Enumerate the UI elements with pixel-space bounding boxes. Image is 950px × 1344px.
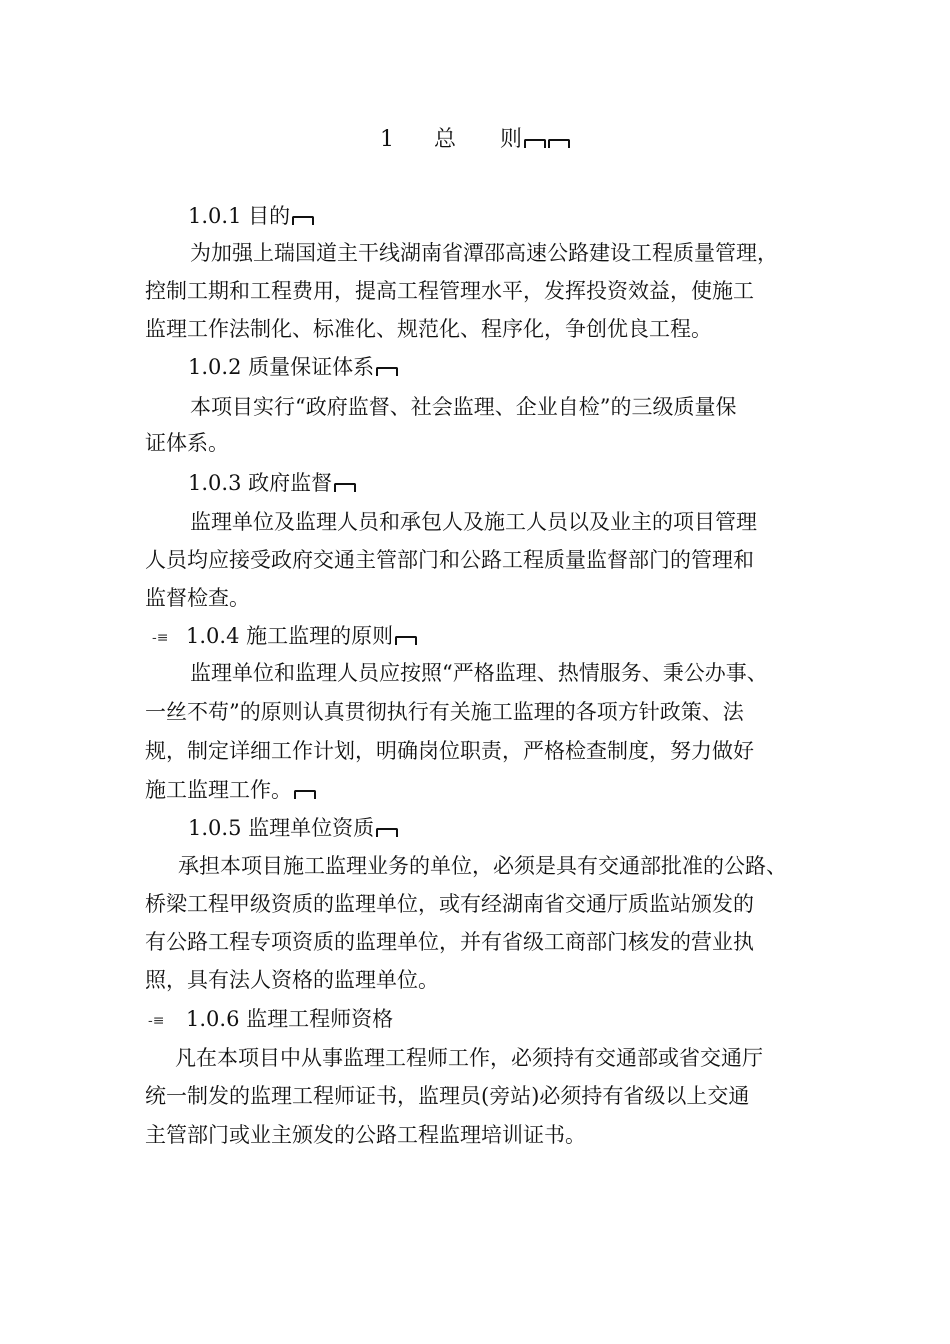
section-heading-1-0-2: 1.0.2 质量保证体系 bbox=[188, 349, 398, 385]
paragraph-line: 一丝不苟”的原则认真贯彻执行有关施工监理的各项方针政策、法 bbox=[145, 700, 744, 724]
revision-mark-icon bbox=[524, 139, 546, 148]
revision-mark-icon bbox=[334, 483, 356, 492]
paragraph-line: 施工监理工作。 bbox=[145, 772, 316, 808]
paragraph-line: 证体系。 bbox=[145, 431, 229, 455]
paragraph-line: 桥梁工程甲级资质的监理单位，或有经湖南省交通厅质监站颁发的 bbox=[145, 892, 754, 916]
paragraph-line: 照，具有法人资格的监理单位。 bbox=[145, 968, 439, 992]
paragraph-line: 凡在本项目中从事监理工程师工作，必须持有交通部或省交通厅 bbox=[175, 1046, 763, 1070]
paragraph-line: 有公路工程专项资质的监理单位，并有省级工商部门核发的营业执 bbox=[145, 930, 754, 954]
paragraph-line: 控制工期和工程费用，提高工程管理水平，发挥投资效益，使施工 bbox=[145, 279, 754, 303]
chapter-number: 1 bbox=[379, 127, 394, 152]
paragraph-line: 本项目实行“政府监督、社会监理、企业自检”的三级质量保 bbox=[190, 395, 737, 419]
revision-mark-icon bbox=[292, 216, 314, 225]
paragraph-line: 统一制发的监理工程师证书，监理员(旁站)必须持有省级以上交通 bbox=[145, 1084, 750, 1108]
section-heading-1-0-6: 1.0.6 监理工程师资格 bbox=[186, 1007, 394, 1031]
section-heading-1-0-4: 1.0.4 施工监理的原则 bbox=[186, 618, 417, 654]
chapter-title-char-1: 总 bbox=[433, 127, 456, 152]
paragraph-line: 为加强上瑞国道主干线湖南省潭邵高速公路建设工程质量管理， bbox=[190, 241, 778, 265]
revision-mark-icon bbox=[548, 139, 570, 148]
paragraph-line: 监督检查。 bbox=[145, 586, 250, 610]
revision-mark-icon bbox=[376, 367, 398, 376]
paragraph-line: 规，制定详细工作计划，明确岗位职责，严格检查制度，努力做好 bbox=[145, 739, 754, 763]
revision-mark-icon bbox=[376, 828, 398, 837]
section-heading-1-0-5: 1.0.5 监理单位资质 bbox=[188, 810, 398, 846]
side-mark: -≡ bbox=[148, 1013, 165, 1029]
section-heading-1-0-1: 1.0.1 目的 bbox=[188, 198, 314, 234]
paragraph-line: 监理单位和监理人员应按照“严格监理、热情服务、秉公办事、 bbox=[190, 661, 768, 685]
paragraph-line: 主管部门或业主颁发的公路工程监理培训证书。 bbox=[145, 1123, 586, 1147]
section-heading-1-0-3: 1.0.3 政府监督 bbox=[188, 465, 356, 501]
chapter-title bbox=[0, 122, 950, 158]
paragraph-line: 人员均应接受政府交通主管部门和公路工程质量监督部门的管理和 bbox=[145, 548, 754, 572]
side-mark: -≡ bbox=[152, 630, 169, 646]
paragraph-line: 监理工作法制化、标准化、规范化、程序化，争创优良工程。 bbox=[145, 317, 712, 341]
revision-mark-icon bbox=[294, 790, 316, 799]
paragraph-line: 监理单位及监理人员和承包人及施工人员以及业主的项目管理 bbox=[190, 510, 757, 534]
revision-mark-icon bbox=[395, 636, 417, 645]
paragraph-line: 承担本项目施工监理业务的单位，必须是具有交通部批准的公路、 bbox=[178, 854, 787, 878]
chapter-title-char-2: 则 bbox=[500, 127, 523, 152]
